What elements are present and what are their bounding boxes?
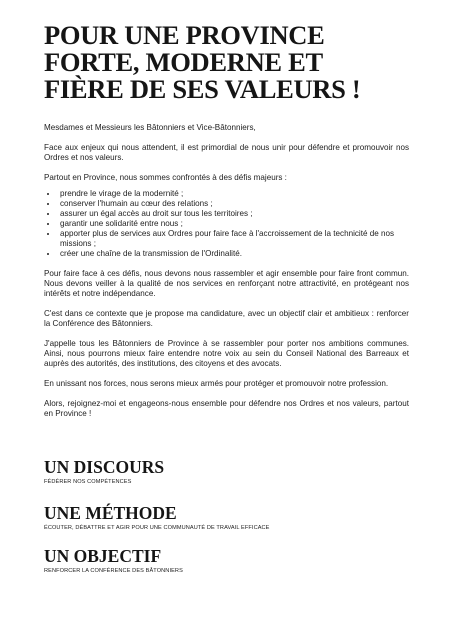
- headline: [44, 22, 424, 103]
- headline-line: FIÈRE DE SES VALEURS !: [44, 74, 361, 104]
- list-item: • garantir une solidarité entre nous ;: [58, 219, 409, 229]
- list-item: • conserver l'humain au cœur des relations ;: [58, 199, 409, 209]
- headline-line: FORTE, MODERNE ET: [44, 47, 323, 77]
- section-subtitle: FÉDÉRER NOS COMPÉTENCES: [44, 479, 132, 485]
- list-item: • créer une chaîne de la transmission de l'Ordinalité.: [58, 249, 409, 259]
- paragraph: C'est dans ce contexte que je propose ma candidature, avec un objectif clair et ambitieux : renforcer la Conférence des Bâtonniers.: [44, 309, 409, 328]
- section-subtitle: ÉCOUTER, DÉBATTRE ET AGIR POUR UNE COMMUNAUTÉ DE TRAVAIL EFFICACE: [44, 525, 270, 531]
- list-item: • apporter plus de services aux Ordres pour faire face à l'accroissement de la technicité de nos missions ;: [58, 229, 409, 249]
- section-subtitle: RENFORCER LA CONFÉRENCE DES BÂTONNIERS: [44, 568, 183, 574]
- salutation: Mesdames et Messieurs les Bâtonniers et Vice-Bâtonniers,: [44, 123, 256, 132]
- paragraph: Partout en Province, nous sommes confrontés à des défis majeurs :: [44, 173, 287, 182]
- challenges-list: [44, 189, 409, 259]
- section-title: UNE MÉTHODE: [44, 503, 177, 523]
- paragraph: J'appelle tous les Bâtonniers de Province à se rassembler pour porter nos ambitions communes. Ainsi, nous pourrons mieux faire entendre notre voix au sein du Conseil National des Barreaux et auprès des autorités, des institutions, des citoyens et des avocats.: [44, 339, 409, 368]
- section-title: UN DISCOURS: [44, 457, 165, 477]
- section-title: UN OBJECTIF: [44, 546, 162, 566]
- list-item: • assurer un égal accès au droit sur tous les territoires ;: [58, 209, 409, 219]
- paragraph: Face aux enjeux qui nous attendent, il est primordial de nous unir pour défendre et promouvoir nos Ordres et nos valeurs.: [44, 143, 409, 162]
- paragraph: En unissant nos forces, nous serons mieux armés pour protéger et promouvoir notre profession.: [44, 379, 389, 388]
- section-methode: [44, 504, 270, 532]
- headline-line: POUR UNE PROVINCE: [44, 20, 325, 50]
- section-objectif: [44, 547, 183, 575]
- paragraph: Alors, rejoignez-moi et engageons-nous ensemble pour défendre nos Ordres et nos valeurs, partout en Province !: [44, 399, 409, 418]
- paragraph: Pour faire face à ces défis, nous devons nous rassembler et agir ensemble pour faire front commun. Nous devons veiller à la qualité de nos services en renforçant notre attractivité, en protégeant nos intérêts et notre indépendance.: [44, 269, 409, 298]
- letter-body: [44, 123, 409, 429]
- list-item: • prendre le virage de la modernité ;: [58, 189, 409, 199]
- section-discours: [44, 458, 164, 486]
